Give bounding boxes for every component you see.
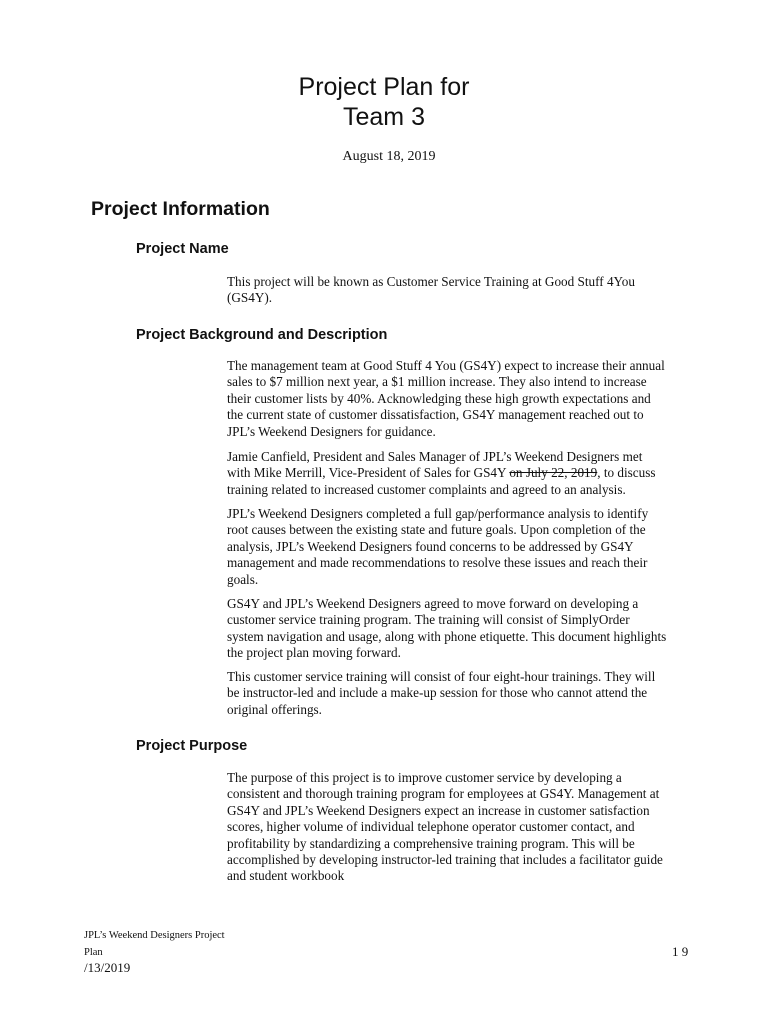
text-line: original offerings. (227, 701, 322, 717)
text-line: (GS4Y). (227, 290, 273, 306)
text-line: scores, higher volume of individual telephone operator customer contact, and (227, 819, 635, 835)
text-line: system navigation and usage, along with phone etiquette. This document highlights (227, 628, 667, 644)
text-line: profitability by standardizing a comprehensive training program. This will be (227, 835, 635, 851)
struck-through-date: on July 22, 2019 (509, 465, 598, 481)
section-heading-project-information: Project Information (91, 198, 270, 220)
page-number: 1 9 (672, 944, 689, 959)
subheading-project-purpose: Project Purpose (136, 738, 248, 754)
background-paragraph-3 (227, 506, 687, 588)
text-line: the current state of customer dissatisfaction, GS4Y management reached out to (227, 407, 644, 423)
text-line: The purpose of this project is to improve customer service by developing a (227, 770, 622, 785)
subheading-project-name: Project Name (136, 241, 229, 257)
text-line: their customer lists by 40%. Acknowledging these high growth expectations and (227, 390, 651, 406)
background-paragraph-2 (227, 449, 687, 498)
purpose-paragraph (227, 770, 687, 885)
text-line: consistent and thorough training program for employees at GS4Y. Management at (227, 786, 660, 802)
background-paragraph-1 (227, 358, 687, 440)
text-line: analysis, JPL’s Weekend Designers found concerns to be addressed by GS4Y (227, 538, 634, 554)
text-line: be instructor-led and include a make-up session for those who cannot attend the (227, 685, 648, 701)
text-line: and student workbook (227, 868, 345, 884)
background-paragraph-5 (227, 669, 687, 718)
text-line-with-strikethrough (227, 465, 687, 481)
text-line: JPL’s Weekend Designers completed a full gap/performance analysis to identify (227, 506, 649, 521)
text-line: the project plan moving forward. (227, 645, 401, 661)
text-line: GS4Y and JPL’s Weekend Designers expect an increase in customer satisfaction (227, 802, 650, 818)
footer-company-line: JPL’s Weekend Designers Project (84, 930, 225, 941)
text-line: GS4Y and JPL’s Weekend Designers agreed to move forward on developing a (227, 596, 639, 611)
text-line: This customer service training will consist of four eight-hour trainings. They will (227, 669, 656, 684)
document-title-line-1: Project Plan for (298, 73, 470, 101)
background-paragraph-4 (227, 596, 687, 662)
footer-plan-line: Plan (84, 947, 103, 958)
text-segment: with Mike Merrill, Vice-President of Sales for GS4Y (227, 465, 510, 481)
text-line: Jamie Canfield, President and Sales Manager of JPL’s Weekend Designers met (227, 449, 643, 464)
text-line: management and made recommendations to resolve these issues and reach their (227, 555, 648, 571)
text-line: This project will be known as Customer Service Training at Good Stuff 4You (227, 274, 635, 289)
text-line: sales to $7 million next year, a $1 million increase. They also intend to increase (227, 374, 647, 390)
text-segment: , to discuss (597, 465, 656, 481)
text-line: root causes between the existing state and future goals. Upon completion of the (227, 522, 646, 538)
project-name-paragraph (227, 274, 687, 307)
text-line: JPL’s Weekend Designers for guidance. (227, 423, 436, 439)
text-line: goals. (227, 571, 259, 587)
footer-date: /13/2019 (84, 960, 131, 975)
subheading-project-background: Project Background and Description (136, 327, 388, 343)
document-title-line-2: Team 3 (343, 103, 425, 131)
document-date: August 18, 2019 (342, 149, 436, 164)
text-line: customer service training program. The training will consist of SimplyOrder (227, 612, 630, 628)
text-line: The management team at Good Stuff 4 You (GS4Y) expect to increase their annual (227, 358, 665, 373)
text-line: accomplished by developing instructor-led training that includes a facilitator guide (227, 852, 663, 868)
text-line: training related to increased customer complaints and agreed to an analysis. (227, 481, 626, 497)
